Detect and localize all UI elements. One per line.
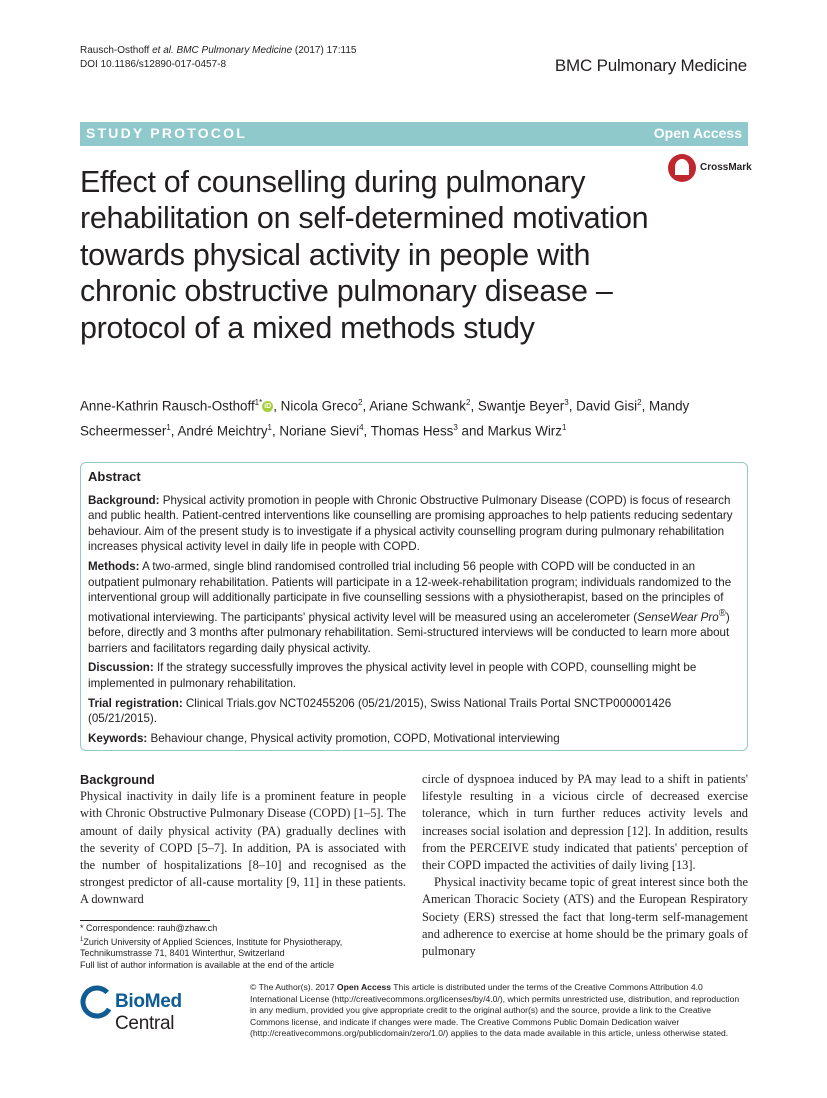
author-list: Anne-Kathrin Rausch-Osthoff$^{1*}$ iD , Nicola Greco$^2$, Ariane Schwank$^2$, Swantje Beyer$^3$, David Gisi$^2$, Mandy Scheermesser$^1$, André Meichtry$^1$, Noriane Sievi$^4$, Thomas Hess$^3$ and Markus Wirz$^1$ (80, 398, 690, 439)
doi[interactable]: DOI 10.1186/s12890-017-0457-8 (80, 59, 227, 70)
affiliation: $^1$Zurich University of Applied Sciences, Institute for Physiotherapy, Technikumstrasse 71, 8401 Winterthur, Switzerland (80, 936, 343, 959)
body-column-left (80, 771, 406, 909)
abstract-background: Background: Physical activity promotion in people with Chronic Obstructive Pulmonary Disease (COPD) is focus of research and public health. Patient-centred interventions like counselling are promising approaches to help patients reducing sedentary behaviour. Aim of the present study is to investigate if a physical activity counselling program during pulmonary rehabilitation increases physical activity level in daily life in people with COPD. (88, 493, 733, 554)
crossmark-badge[interactable] (668, 154, 750, 184)
abstract-trial-registration: Trial registration: Clinical Trials.gov NCT02455206 (05/21/2015), Swiss National Trails Portal SNCTP000001426 (05/21/2015). (88, 696, 672, 726)
citation-line: Rausch-Osthoff et al. BMC Pulmonary Medicine (2017) 17:115 (80, 45, 357, 56)
body-paragraph: circle of dyspnoea induced by PA may lead to a shift in patients' lifestyle resulting in a vicious circle of decreased exercise tolerance, which in turn further reduces activity levels and increases social isolation and depression [12]. In addition, results from the PERCEIVE study indicated that patients' perception of their COPD impacted the activities of daily living [13]. (422, 772, 748, 873)
article-type-label: STUDY PROTOCOL (86, 125, 247, 141)
abstract-keywords: Keywords: Behaviour change, Physical activity promotion, COPD, Motivational interviewing (88, 731, 560, 745)
biomed-central-wordmark: BioMed Central (115, 991, 182, 1034)
body-column-right (422, 771, 748, 960)
open-access-label: Open Access (653, 125, 742, 141)
section-heading: Background (80, 772, 155, 787)
abstract-methods: Methods: A two-armed, single blind randomised controlled trial including 56 people with COPD will be conducted in an outpatient pulmonary rehabilitation. Patients will participate in a 12-week-rehabilitation program; individuals randomized to the interventional group will additionally participate in five counselling sessions with a physiotherapist, based on the principles of motivational interviewing. The participants' physical activity level will be measured using an accelerometer (SenseWear Pro®) before, directly and 3 months after pulmonary rehabilitation. Semi-structured interviews will be conducted to learn more about barriers and facilitators regarding daily physical activity. (88, 559, 732, 655)
abstract-box (80, 462, 748, 751)
body-paragraph: Physical inactivity in daily life is a prominent feature in people with Chronic Obstructive Pulmonary Disease (COPD) [1–5]. The amount of daily physical activity (PA) gradually declines with the severity of COPD [5–7]. In addition, PA is associated with the number of hospitalizations [8–10] and recognised as the strongest predictor of all-cause mortality [9, 11] in these patients. A downward (80, 789, 406, 907)
journal-name: BMC Pulmonary Medicine (554, 56, 747, 75)
abstract-discussion: Discussion: If the strategy successfully improves the physical activity level in people with COPD, counselling might be implemented in pulmonary rehabilitation. (88, 661, 697, 690)
biomed-central-logo (80, 985, 240, 1034)
footnote-rule (80, 920, 210, 921)
correspondence: * Correspondence: rauh@zhaw.ch (80, 923, 218, 933)
article-title: Effect of counselling during pulmonary rehabilitation on self-determined motivation towards physical activity in people with chronic obstructive pulmonary disease – protocol of a mixed methods study (80, 165, 649, 345)
article-type-banner (80, 122, 748, 146)
footnote (80, 923, 410, 971)
license-statement: © The Author(s). 2017 Open Access This article is distributed under the terms of the Creative Commons Attribution 4.0 International License (http://creativecommons.org/licenses/by/4.0/), which permits unrestricted use, distribution, and reproduction in any medium, provided you give appropriate credit to the original author(s) and the source, provide a link to the Creative Commons license, and indicate if changes were made. The Creative Commons Public Domain Dedication waiver (http://creativecommons.org/publicdomain/zero/1.0/) applies to the data made available in this article, unless otherwise stated. (250, 982, 740, 1039)
full-list-note: Full list of author information is available at the end of the article (80, 959, 335, 970)
crossmark-label: CrossMark (700, 162, 752, 173)
body-paragraph: Physical inactivity became topic of great interest since both the American Thoracic Society (ATS) and the European Respiratory Society (ERS) stressed the fact that long-term self-management and adherence to exercise at home should be the primary goals of pulmonary (422, 875, 748, 959)
abstract-heading: Abstract (88, 469, 141, 484)
biomed-central-icon (80, 985, 114, 1019)
running-header (80, 44, 356, 72)
orcid-icon[interactable]: iD (264, 403, 272, 411)
